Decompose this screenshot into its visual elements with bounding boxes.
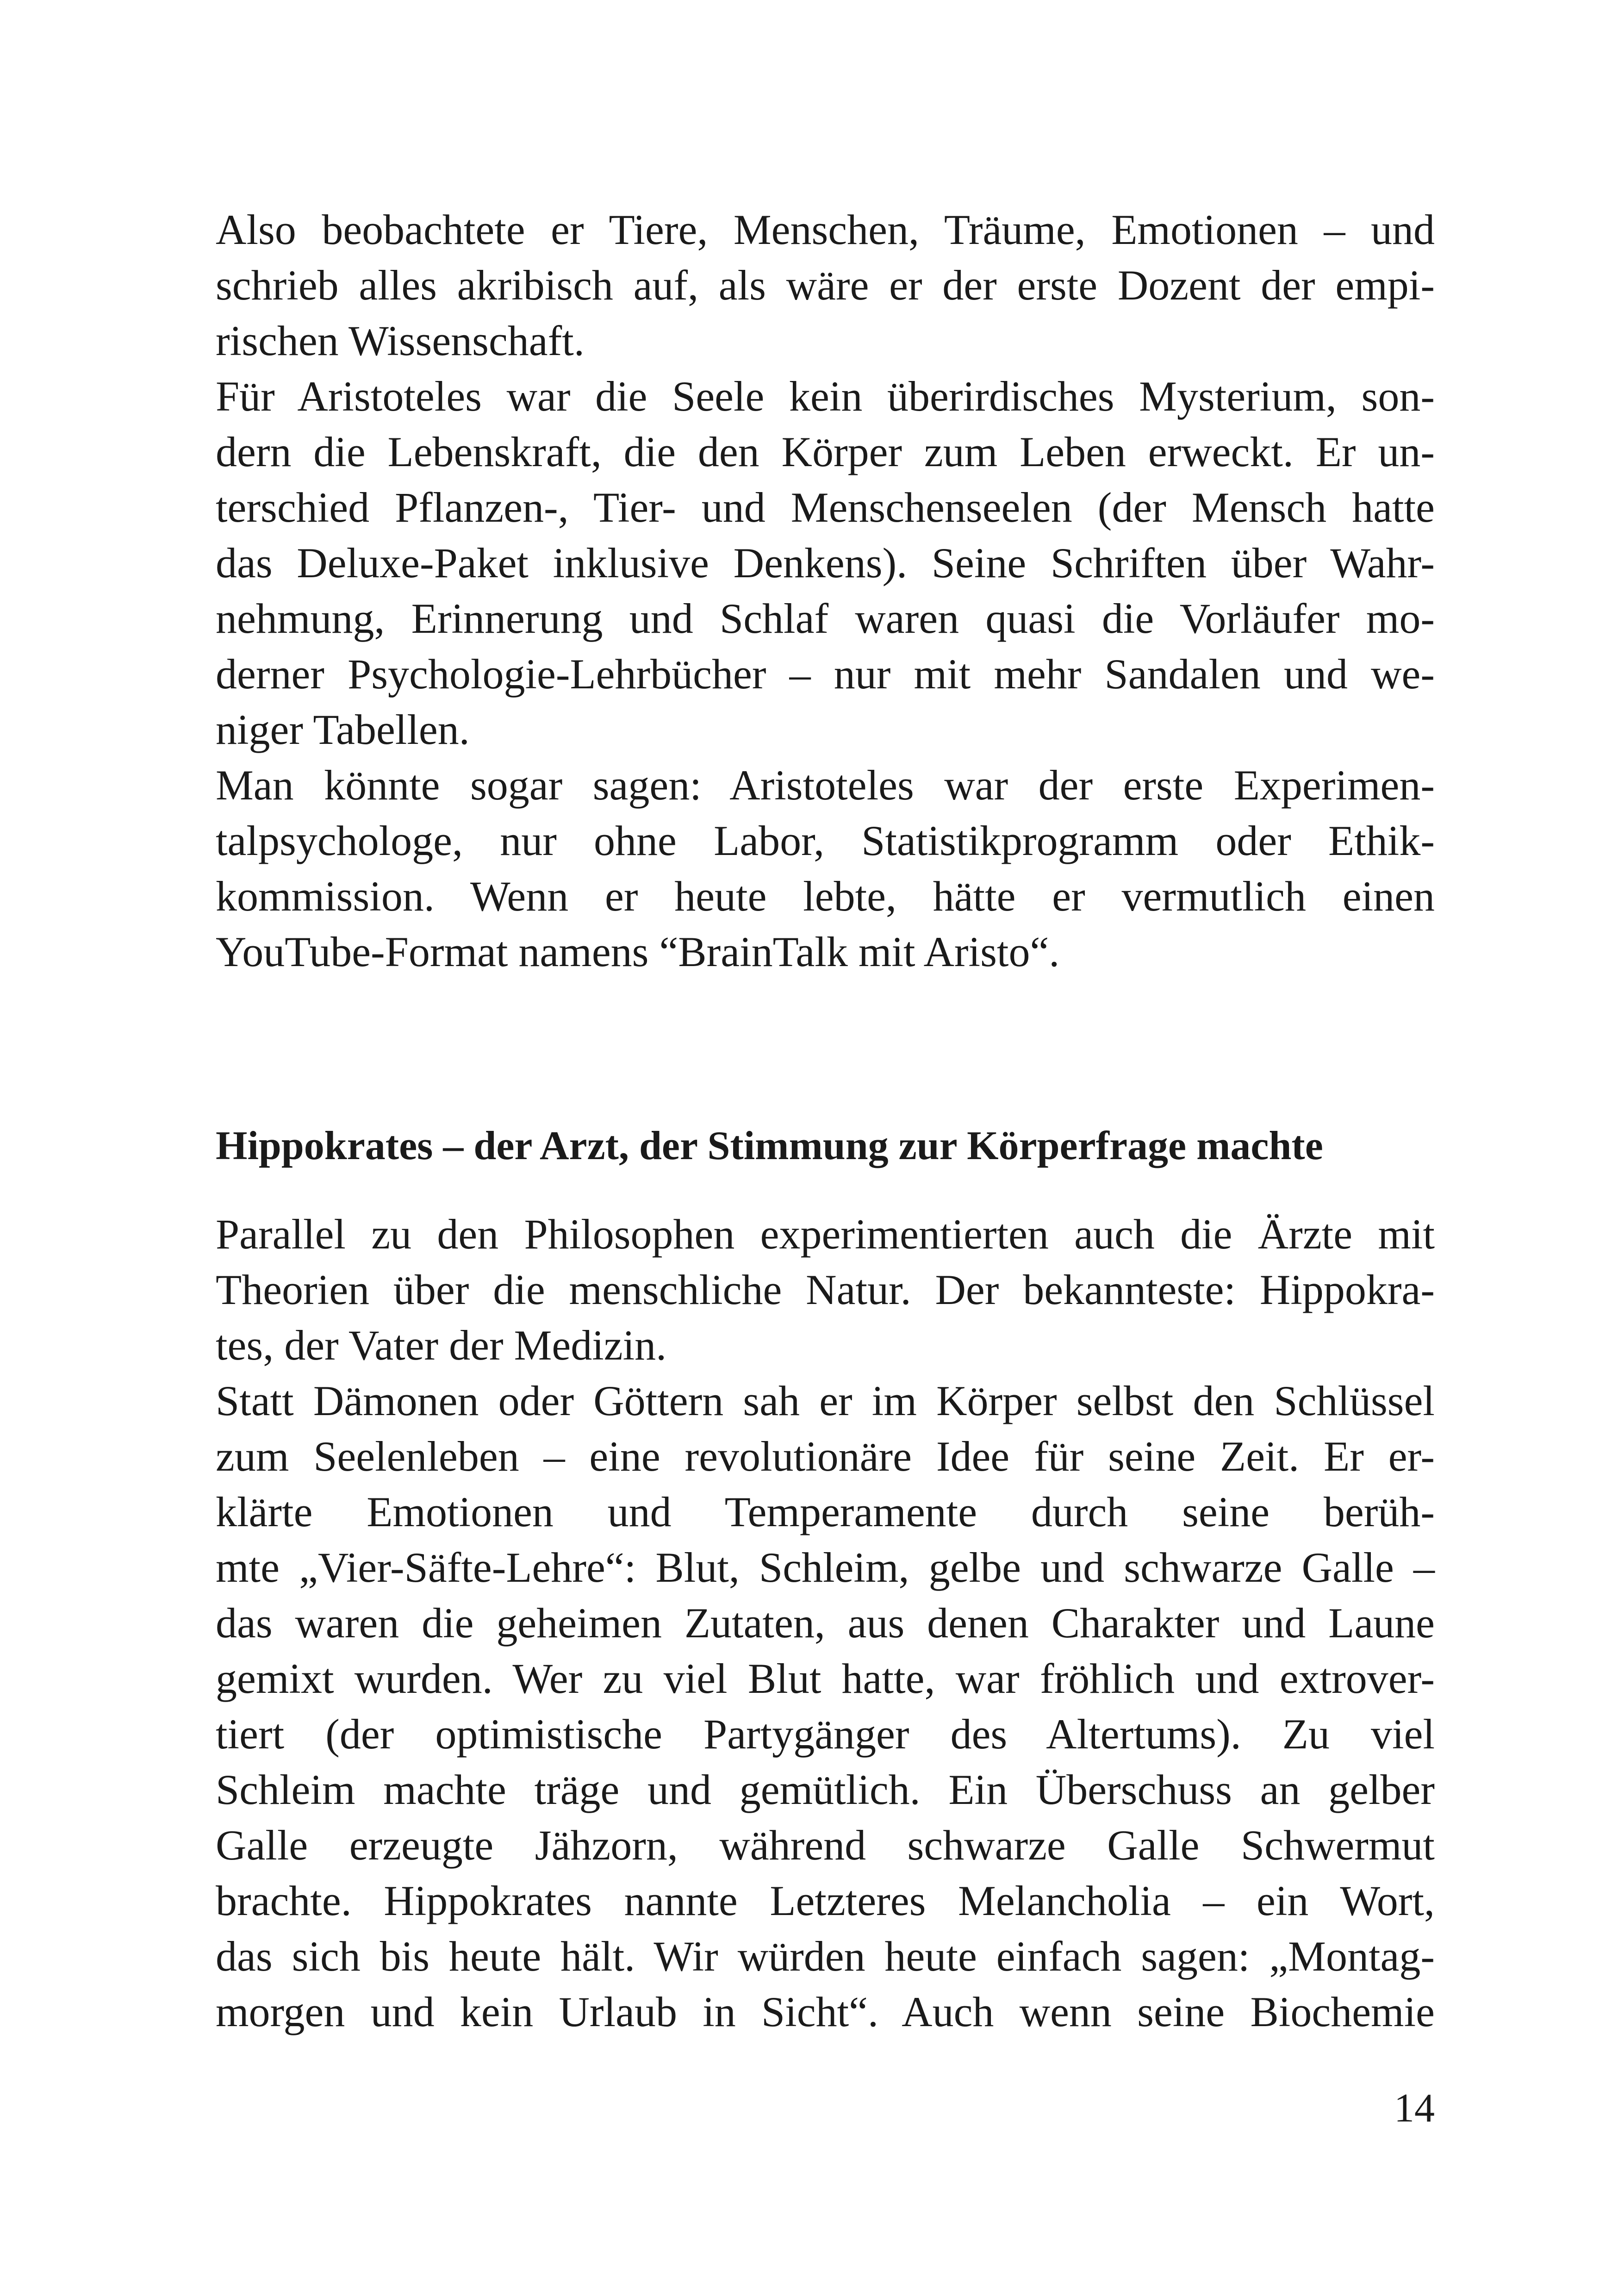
text-line: nehmung, Erinnerung und Schlaf waren quasi die Vorläufer mo- [216,595,1435,642]
text-line: mte „Vier-Säfte-Lehre“: Blut, Schleim, gelbe und schwarze Galle – [216,1544,1435,1591]
text-line: tiert (der optimistische Partygänger des Altertums). Zu viel [216,1710,1435,1758]
page-body [216,202,1435,2040]
paragraph-aristotle-observation [216,202,1435,368]
text-line: Für Aristoteles war die Seele kein überirdisches Mysterium, son- [216,373,1435,420]
page-number: 14 [1394,2086,1435,2131]
text-line: klärte Emotionen und Temperamente durch seine berüh- [216,1488,1435,1535]
text-line: schrieb alles akribisch auf, als wäre er der erste Dozent der empi- [216,262,1435,309]
text-line: derner Psychologie-Lehrbücher – nur mit mehr Sandalen und we- [216,650,1435,698]
text-line: Parallel zu den Philosophen experimentierten auch die Ärzte mit [216,1210,1435,1258]
text-line: zum Seelenleben – eine revolutionäre Idee für seine Zeit. Er er- [216,1433,1435,1480]
section-spacer [216,980,1435,1118]
text-line: Also beobachtete er Tiere, Menschen, Träume, Emotionen – und [216,206,1435,253]
text-line: niger Tabellen. [216,706,470,753]
paragraph-aristotle-soul [216,368,1435,757]
text-line: Schleim machte träge und gemütlich. Ein Überschuss an gelber [216,1766,1435,1813]
text-line: kommission. Wenn er heute lebte, hätte er vermutlich einen [216,873,1435,920]
text-line: Man könnte sogar sagen: Aristoteles war der erste Experimen- [216,761,1435,809]
paragraph-hippocrates-humors [216,1373,1435,2040]
text-line: das Deluxe-Paket inklusive Denkens). Seine Schriften über Wahr- [216,539,1435,586]
text-line: das waren die geheimen Zutaten, aus denen Charakter und Laune [216,1599,1435,1647]
text-line: das sich bis heute hält. Wir würden heute einfach sagen: „Montag- [216,1933,1435,1980]
paragraph-hippocrates-intro [216,1206,1435,1373]
text-line: gemixt wurden. Wer zu viel Blut hatte, war fröhlich und extrover- [216,1655,1435,1702]
paragraph-aristotle-experimental [216,757,1435,980]
text-line: talpsychologe, nur ohne Labor, Statistikprogramm oder Ethik- [216,817,1435,864]
text-line: morgen und kein Urlaub in Sicht“. Auch wenn seine Biochemie [216,1988,1435,2035]
text-line: dern die Lebenskraft, die den Körper zum Leben erweckt. Er un- [216,428,1435,475]
text-line: YouTube-Format namens “BrainTalk mit Aristo“. [216,928,1060,975]
text-line: Theorien über die menschliche Natur. Der bekannteste: Hippokra- [216,1266,1435,1313]
text-line: rischen Wissenschaft. [216,317,585,364]
section-heading-hippocrates: Hippokrates – der Arzt, der Stimmung zur Körperfrage machte [216,1123,1323,1168]
text-line: Statt Dämonen oder Göttern sah er im Körper selbst den Schlüssel [216,1377,1435,1424]
text-line: tes, der Vater der Medizin. [216,1322,667,1369]
text-line: Galle erzeugte Jähzorn, während schwarze Galle Schwermut [216,1822,1435,1869]
text-line: brachte. Hippokrates nannte Letzteres Melancholia – ein Wort, [216,1877,1435,1924]
text-line: terschied Pflanzen-, Tier- und Menschenseelen (der Mensch hatte [216,484,1435,531]
